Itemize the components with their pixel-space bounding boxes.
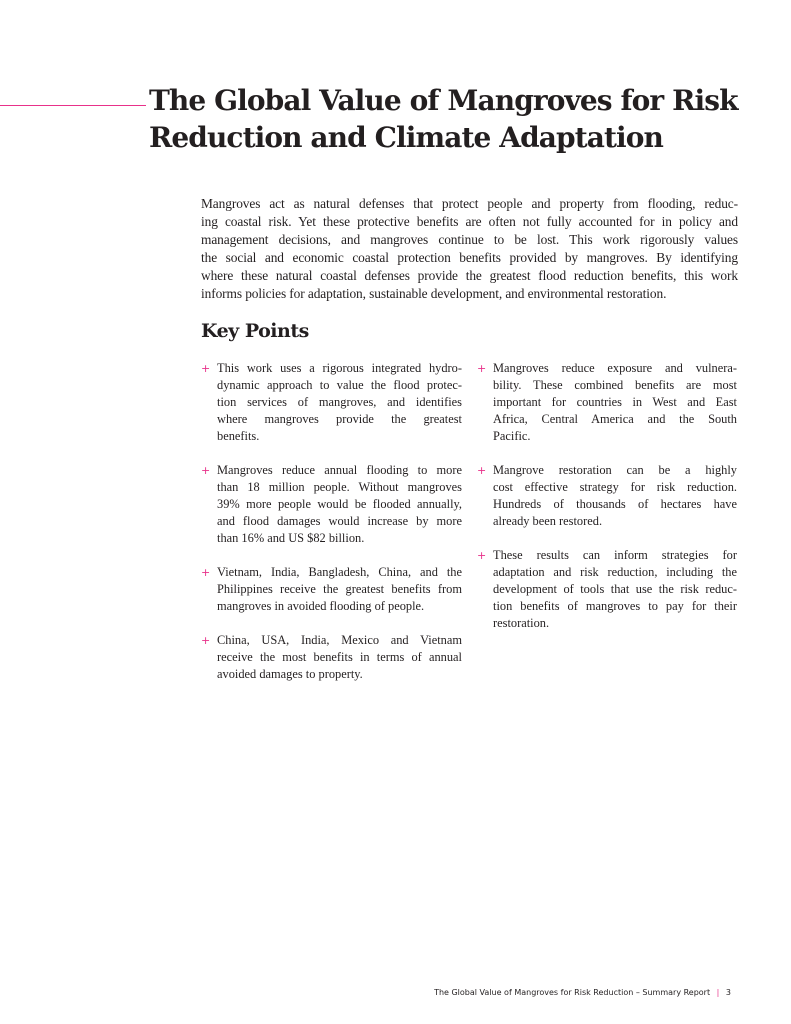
intro-paragraph xyxy=(201,195,738,303)
key-point-line: tion services of mangroves, and identifies xyxy=(217,395,462,409)
key-point-line: avoided damages to property. xyxy=(217,667,363,681)
page-title xyxy=(149,82,749,156)
plus-bullet-icon: + xyxy=(477,362,487,375)
key-point-line: development of tools that use the risk reduc- xyxy=(493,582,737,596)
key-point xyxy=(477,547,737,632)
key-point-line: restoration. xyxy=(493,616,550,630)
footer-separator: | xyxy=(716,988,720,997)
plus-bullet-icon: + xyxy=(201,566,211,579)
page-title-line-2: Reduction and Climate Adaptation xyxy=(149,121,663,154)
key-points-left-column xyxy=(201,360,462,700)
intro-line: the social and economic coastal protection benefits provided by mangroves. By identifying xyxy=(201,250,738,265)
key-point-line: important for countries in West and East xyxy=(493,395,737,409)
key-point xyxy=(201,564,462,615)
key-point-line: These results can inform strategies for xyxy=(493,548,737,562)
key-point xyxy=(201,462,462,547)
key-point-line: mangroves in avoided flooding of people. xyxy=(217,599,425,613)
plus-bullet-icon: + xyxy=(201,464,211,477)
key-point-line: Mangroves reduce exposure and vulnera- xyxy=(493,361,737,375)
intro-line: ing coastal risk. Yet these protective benefits are often not fully accounted for in policy and xyxy=(201,214,738,229)
key-point-line: This work uses a rigorous integrated hydro- xyxy=(217,361,462,375)
key-point-line: Pacific. xyxy=(493,429,531,443)
plus-bullet-icon: + xyxy=(477,464,487,477)
key-point-line: dynamic approach to value the flood protec- xyxy=(217,378,462,392)
key-point-line: Philippines receive the greatest benefits from xyxy=(217,582,462,596)
key-point-line: Hundreds of thousands of hectares have xyxy=(493,497,737,511)
key-point-line: receive the most benefits in terms of annual xyxy=(217,650,462,664)
page-title-line-1: The Global Value of Mangroves for Risk xyxy=(149,84,738,117)
key-point-line: and flood damages would increase by more xyxy=(217,514,462,528)
key-point xyxy=(201,360,462,445)
intro-line: informs policies for adaptation, sustainable development, and environmental restoration. xyxy=(201,286,667,301)
intro-line: Mangroves act as natural defenses that protect people and property from flooding, reduc- xyxy=(201,196,738,211)
key-point-line: than 18 million people. Without mangroves xyxy=(217,480,462,494)
accent-rule xyxy=(0,105,146,106)
key-point-line: where mangroves provide the greatest xyxy=(217,412,462,426)
key-point-line: 39% more people would be flooded annually, xyxy=(217,497,462,511)
plus-bullet-icon: + xyxy=(201,634,211,647)
page-footer xyxy=(434,988,731,997)
intro-line: management decisions, and mangroves continue to be lost. This work rigorously values xyxy=(201,232,738,247)
plus-bullet-icon: + xyxy=(201,362,211,375)
footer-report-title: The Global Value of Mangroves for Risk Reduction – Summary Report xyxy=(434,988,711,997)
key-point-line: benefits. xyxy=(217,429,260,443)
key-point-line: cost effective strategy for risk reduction. xyxy=(493,480,737,494)
key-point-line: already been restored. xyxy=(493,514,603,528)
page-number: 3 xyxy=(725,988,731,997)
key-point-line: bility. These combined benefits are most xyxy=(493,378,737,392)
key-point-line: China, USA, India, Mexico and Vietnam xyxy=(217,633,462,647)
key-point-line: Africa, Central America and the South xyxy=(493,412,737,426)
key-point-line: Mangrove restoration can be a highly xyxy=(493,463,737,477)
plus-bullet-icon: + xyxy=(477,549,487,562)
key-points-right-column xyxy=(477,360,737,649)
key-point-line: Mangroves reduce annual flooding to more xyxy=(217,463,462,477)
key-point-line: tion benefits of mangroves to pay for their xyxy=(493,599,737,613)
key-point-line: adaptation and risk reduction, including the xyxy=(493,565,737,579)
key-points-heading: Key Points xyxy=(201,320,309,342)
key-point-line: Vietnam, India, Bangladesh, China, and the xyxy=(217,565,462,579)
key-point-line: than 16% and US $82 billion. xyxy=(217,531,365,545)
key-point xyxy=(477,462,737,530)
key-point xyxy=(201,632,462,683)
intro-line: where these natural coastal defenses provide the greatest flood reduction benefits, this work xyxy=(201,268,738,283)
key-point xyxy=(477,360,737,445)
